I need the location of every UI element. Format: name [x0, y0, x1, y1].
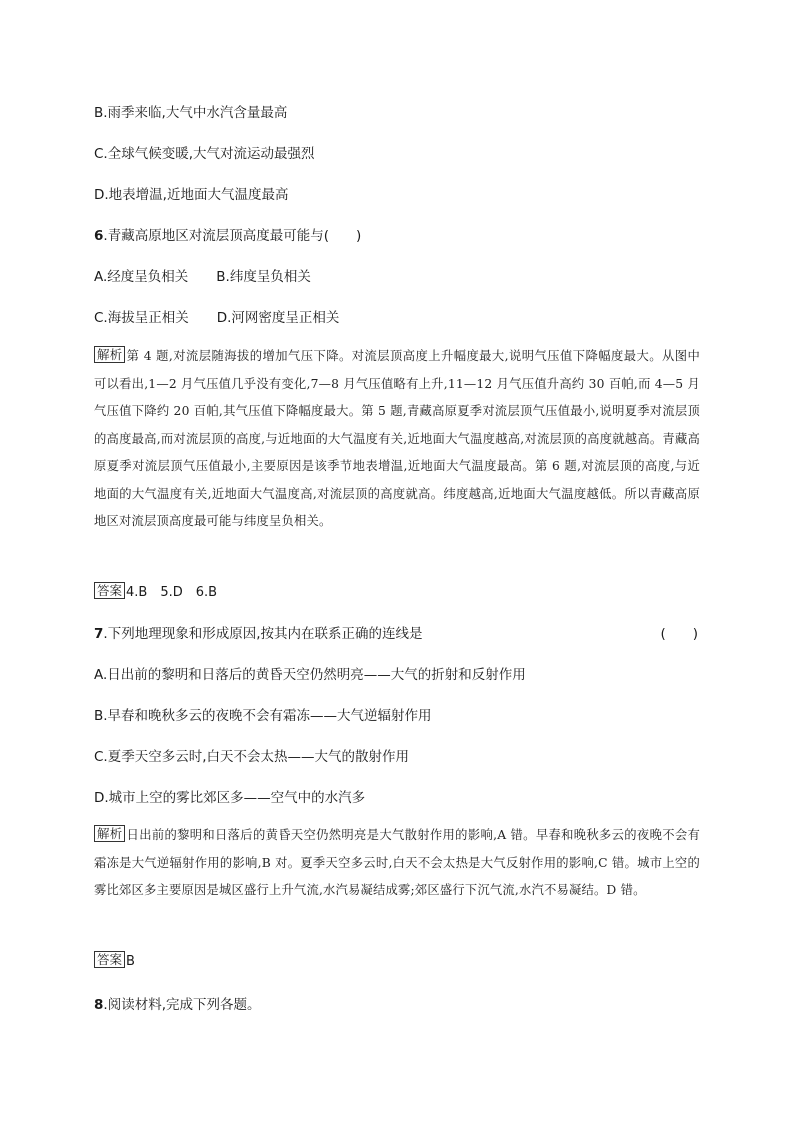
- q6-option-b: B.纬度呈负相关: [216, 269, 311, 285]
- q7-option-b: B.早春和晚秋多云的夜晚不会有霜冻——大气逆辐射作用: [94, 708, 432, 724]
- answer-text: 4.B 5.D 6.B: [126, 585, 218, 600]
- q8-stem-text: .阅读材料,完成下列各题。: [103, 997, 261, 1013]
- analysis-block-2: [94, 822, 700, 905]
- q5-option-d: D.地表增温,近地面大气温度最高: [94, 187, 289, 203]
- analysis-text: 第 4 题,对流层随海拔的增加气压下降。对流层顶高度上升幅度最大,说明气压值下降幅度最大。从图中可以看出,1—2 月气压值几乎没有变化,7—8 月气压值略有上升,11—12 月气压值升高约 30 百帕,而 4—5 月气压值下降约 20 百帕,其气压值下降幅度最大。第 5 题,青藏高原夏季对流层顶气压值最小,说明夏季对流层顶的高度最高,而对流层顶的高度,与近地面的大气温度有关,近地面大气温度越高,对流层顶的高度就越高。青藏高原夏季对流层顶气压值最小,主要原因是该季节地表增温,近地面大气温度最高。第 6 题,对流层顶的高度,与近地面的大气温度有关,近地面大气温度高,对流层顶的高度就高。纬度越高,近地面大气温度越低。所以青藏高原地区对流层顶高度最可能与纬度呈负相关。: [94, 349, 700, 528]
- q8-stem: [94, 993, 261, 1013]
- q7-option-a: A.日出前的黎明和日落后的黄昏天空仍然明亮——大气的折射和反射作用: [94, 667, 526, 683]
- q6-stem-text: .青藏高原地区对流层顶高度最可能与( ): [103, 228, 362, 244]
- q6-option-a: A.经度呈负相关: [94, 269, 189, 285]
- answer-block-1: [94, 581, 217, 600]
- answer-label: 答案: [94, 582, 125, 599]
- analysis-text: 日出前的黎明和日落后的黄昏天空仍然明亮是大气散射作用的影响,A 错。早春和晚秋多云的夜晚不会有霜冻是大气逆辐射作用的影响,B 对。夏季天空多云时,白天不会太热是大气反射作用的影响,C 错。城市上空的雾比郊区多主要原因是城区盛行上升气流,水汽易凝结成雾;郊区盛行下沉气流,水汽不易凝结。D 错。: [94, 828, 700, 897]
- answer-text: B: [126, 954, 135, 969]
- answer-label: 答案: [94, 951, 125, 968]
- q7-option-c: C.夏季天空多云时,白天不会太热——大气的散射作用: [94, 749, 410, 765]
- q6-option-d: D.河网密度呈正相关: [216, 310, 340, 326]
- analysis-label: 解析: [94, 825, 125, 842]
- q7-stem: [94, 622, 423, 642]
- q7-stem-text: .下列地理现象和形成原因,按其内在联系正确的连线是: [103, 626, 423, 642]
- q7-number: 7: [94, 626, 104, 642]
- q6-number: 6: [94, 228, 104, 244]
- q5-option-c: C.全球气候变暖,大气对流运动最强烈: [94, 146, 315, 162]
- q6-options-row-1: [94, 265, 311, 285]
- q7-answer-paren: ( ): [660, 626, 698, 642]
- answer-block-2: [94, 951, 135, 969]
- q5-option-b: B.雨季来临,大气中水汽含量最高: [94, 105, 288, 121]
- q6-option-c: C.海拔呈正相关: [94, 310, 189, 326]
- q7-option-d: D.城市上空的雾比郊区多——空气中的水汽多: [94, 790, 366, 806]
- q6-options-row-2: [94, 306, 339, 326]
- q8-number: 8: [94, 997, 104, 1013]
- analysis-label: 解析: [94, 346, 125, 363]
- q6-stem: [94, 224, 361, 244]
- analysis-block-1: [94, 343, 700, 536]
